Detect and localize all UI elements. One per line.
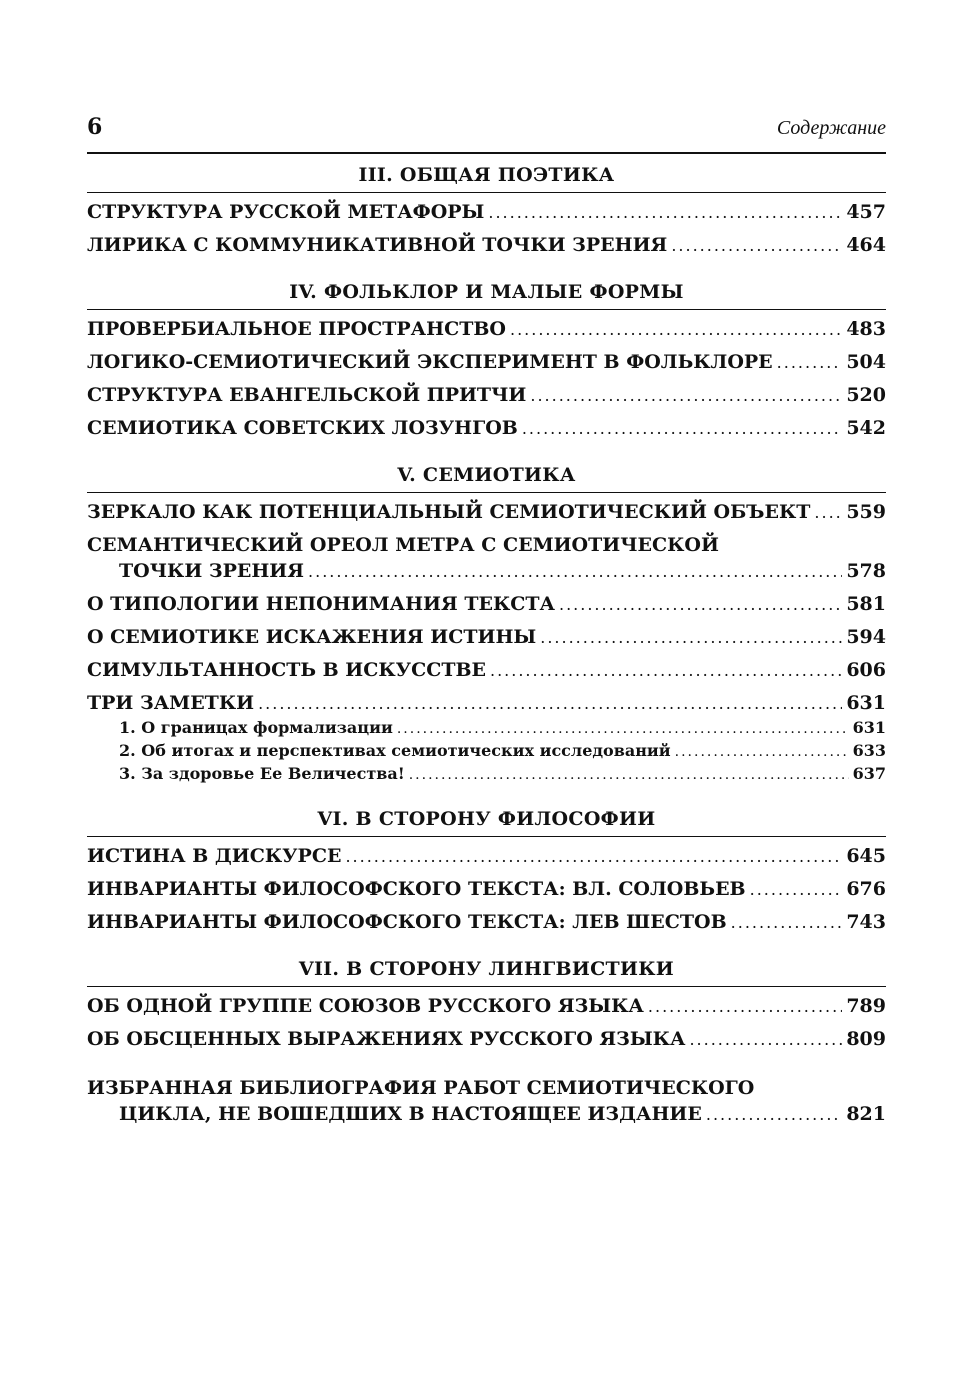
dot-leader bbox=[706, 1102, 842, 1128]
entry-title: 2. Об итогах и перспективах семиотических исследований bbox=[119, 741, 671, 760]
section-title: V. СЕМИОТИКА bbox=[87, 464, 886, 493]
entry-title: ИСТИНА В ДИСКУРСЕ bbox=[87, 845, 342, 867]
section-title: VI. В СТОРОНУ ФИЛОСОФИИ bbox=[87, 808, 886, 837]
toc-row[interactable] bbox=[87, 1101, 886, 1128]
dot-leader bbox=[397, 719, 849, 740]
entry-title: ЗЕРКАЛО КАК ПОТЕНЦИАЛЬНЫЙ СЕМИОТИЧЕСКИЙ ОБЪЕКТ bbox=[87, 501, 811, 523]
dot-leader bbox=[510, 317, 842, 343]
toc-row[interactable] bbox=[87, 382, 886, 409]
entry-title: СЕМИОТИКА СОВЕТСКИХ ЛОЗУНГОВ bbox=[87, 417, 518, 439]
toc-subentry[interactable] bbox=[87, 740, 886, 763]
entry-title-line: ИЗБРАННАЯ БИБЛИОГРАФИЯ РАБОТ СЕМИОТИЧЕСКОГО bbox=[87, 1077, 755, 1099]
entry-page: 504 bbox=[846, 351, 886, 373]
entry-page: 743 bbox=[846, 911, 886, 933]
entry-page: 483 bbox=[846, 318, 886, 340]
toc-row[interactable] bbox=[87, 1026, 886, 1053]
entry-title: ОБ ОДНОЙ ГРУППЕ СОЮЗОВ РУССКОГО ЯЗЫКА bbox=[87, 995, 644, 1017]
entry-page: 631 bbox=[846, 692, 886, 714]
toc-row[interactable] bbox=[87, 657, 886, 684]
toc-entry[interactable] bbox=[87, 1026, 886, 1053]
entry-page: 676 bbox=[846, 878, 886, 900]
toc-row[interactable] bbox=[87, 993, 886, 1020]
entry-page: 821 bbox=[846, 1103, 886, 1125]
toc-entry[interactable] bbox=[87, 993, 886, 1020]
dot-leader bbox=[258, 691, 842, 717]
section-gap bbox=[87, 1053, 886, 1067]
section-gap bbox=[87, 442, 886, 456]
page-header bbox=[87, 112, 886, 140]
entry-page: 633 bbox=[852, 741, 886, 760]
dot-leader bbox=[777, 350, 843, 376]
entry-title: 1. О границах формализации bbox=[119, 718, 393, 737]
running-title: Содержание bbox=[776, 117, 886, 139]
toc-subentry[interactable] bbox=[87, 763, 886, 786]
entry-page: 645 bbox=[846, 845, 886, 867]
toc-row[interactable] bbox=[87, 690, 886, 717]
section-gap bbox=[87, 786, 886, 800]
dot-leader bbox=[648, 994, 842, 1020]
entry-page: 578 bbox=[846, 560, 886, 582]
section-title: VII. В СТОРОНУ ЛИНГВИСТИКИ bbox=[87, 958, 886, 987]
toc-row[interactable] bbox=[87, 876, 886, 903]
toc-row[interactable] bbox=[87, 199, 886, 226]
entry-title: ТРИ ЗАМЕТКИ bbox=[87, 692, 255, 714]
toc-row[interactable] bbox=[87, 843, 886, 870]
dot-leader bbox=[750, 877, 843, 903]
toc-entry[interactable] bbox=[87, 843, 886, 870]
toc-entry[interactable] bbox=[87, 382, 886, 409]
toc-page bbox=[87, 112, 886, 1128]
entry-title: СИМУЛЬТАННОСТЬ В ИСКУССТВЕ bbox=[87, 659, 486, 681]
toc-section bbox=[87, 164, 886, 273]
entry-page: 631 bbox=[852, 718, 886, 737]
entry-page: 789 bbox=[846, 995, 886, 1017]
toc-entry[interactable] bbox=[87, 316, 886, 343]
entry-title: СТРУКТУРА ЕВАНГЕЛЬСКОЙ ПРИТЧИ bbox=[87, 384, 527, 406]
section-gap bbox=[87, 936, 886, 950]
dot-leader bbox=[530, 383, 842, 409]
toc-entry[interactable] bbox=[87, 232, 886, 259]
entry-page: 637 bbox=[852, 764, 886, 783]
dot-leader bbox=[522, 416, 843, 442]
section-title: IV. ФОЛЬКЛОР И МАЛЫЕ ФОРМЫ bbox=[87, 281, 886, 310]
entry-page: 559 bbox=[846, 501, 886, 523]
toc-entry[interactable] bbox=[87, 876, 886, 903]
dot-leader bbox=[308, 559, 842, 585]
toc-entry[interactable] bbox=[87, 624, 886, 651]
toc-row[interactable] bbox=[87, 499, 886, 526]
toc-row[interactable] bbox=[87, 316, 886, 343]
section-title: III. ОБЩАЯ ПОЭТИКА bbox=[87, 164, 886, 193]
dot-leader bbox=[540, 625, 842, 651]
entry-title: ИНВАРИАНТЫ ФИЛОСОФСКОГО ТЕКСТА: ЛЕВ ШЕСТОВ bbox=[87, 911, 727, 933]
dot-leader bbox=[409, 765, 849, 786]
entry-title: О СЕМИОТИКЕ ИСКАЖЕНИЯ ИСТИНЫ bbox=[87, 626, 537, 648]
entry-title: ЛОГИКО-СЕМИОТИЧЕСКИЙ ЭКСПЕРИМЕНТ В ФОЛЬКЛОРЕ bbox=[87, 351, 773, 373]
toc-section bbox=[87, 958, 886, 1067]
entry-page: 594 bbox=[846, 626, 886, 648]
toc-section bbox=[87, 464, 886, 800]
dot-leader bbox=[675, 742, 849, 763]
toc-section bbox=[87, 808, 886, 950]
entry-page: 581 bbox=[846, 593, 886, 615]
toc-entry[interactable] bbox=[87, 199, 886, 226]
toc-entry[interactable] bbox=[87, 349, 886, 376]
toc-entry[interactable] bbox=[87, 415, 886, 442]
bibliography-entry[interactable] bbox=[87, 1075, 886, 1128]
dot-leader bbox=[345, 844, 842, 870]
page-number: 6 bbox=[87, 114, 103, 140]
section-gap bbox=[87, 259, 886, 273]
dot-leader bbox=[731, 910, 843, 936]
dot-leader bbox=[671, 233, 842, 259]
toc-row[interactable] bbox=[87, 591, 886, 618]
toc-entry[interactable] bbox=[87, 909, 886, 936]
dot-leader bbox=[488, 200, 842, 226]
entry-page: 520 bbox=[846, 384, 886, 406]
toc-section bbox=[87, 281, 886, 456]
entry-title: СТРУКТУРА РУССКОЙ МЕТАФОРЫ bbox=[87, 201, 485, 223]
entry-title: ПРОВЕРБИАЛЬНОЕ ПРОСТРАНСТВО bbox=[87, 318, 506, 340]
header-rule bbox=[87, 152, 886, 154]
table-of-contents bbox=[87, 164, 886, 1128]
toc-row[interactable] bbox=[87, 415, 886, 442]
toc-subentry[interactable] bbox=[87, 717, 886, 740]
toc-entry[interactable] bbox=[87, 499, 886, 526]
dot-leader bbox=[689, 1027, 842, 1053]
dot-leader bbox=[490, 658, 842, 684]
entry-title: ИНВАРИАНТЫ ФИЛОСОФСКОГО ТЕКСТА: ВЛ. СОЛОВЬЕВ bbox=[87, 878, 746, 900]
entry-page: 457 bbox=[846, 201, 886, 223]
entry-title: ЦИКЛА, НЕ ВОШЕДШИХ В НАСТОЯЩЕЕ ИЗДАНИЕ bbox=[119, 1103, 702, 1125]
entry-page: 464 bbox=[846, 234, 886, 256]
toc-entry[interactable] bbox=[87, 532, 886, 585]
toc-row[interactable] bbox=[87, 909, 886, 936]
entry-page: 809 bbox=[846, 1028, 886, 1050]
toc-row[interactable] bbox=[87, 232, 886, 259]
entry-title: ОБ ОБСЦЕННЫХ ВЫРАЖЕНИЯХ РУССКОГО ЯЗЫКА bbox=[87, 1028, 686, 1050]
toc-entry[interactable] bbox=[87, 657, 886, 684]
dot-leader bbox=[814, 500, 842, 526]
entry-page: 606 bbox=[846, 659, 886, 681]
entry-title-line: СЕМАНТИЧЕСКИЙ ОРЕОЛ МЕТРА С СЕМИОТИЧЕСКОЙ bbox=[87, 534, 719, 556]
toc-entry[interactable] bbox=[87, 690, 886, 786]
toc-row[interactable] bbox=[87, 558, 886, 585]
entry-title: О ТИПОЛОГИИ НЕПОНИМАНИЯ ТЕКСТА bbox=[87, 593, 555, 615]
toc-row[interactable] bbox=[87, 624, 886, 651]
dot-leader bbox=[559, 592, 842, 618]
toc-entry[interactable] bbox=[87, 591, 886, 618]
entry-title: ТОЧКИ ЗРЕНИЯ bbox=[119, 560, 305, 582]
entry-title: ЛИРИКА С КОММУНИКАТИВНОЙ ТОЧКИ ЗРЕНИЯ bbox=[87, 234, 668, 256]
entry-title: 3. За здоровье Ее Величества! bbox=[119, 764, 405, 783]
toc-row[interactable] bbox=[87, 349, 886, 376]
entry-page: 542 bbox=[846, 417, 886, 439]
